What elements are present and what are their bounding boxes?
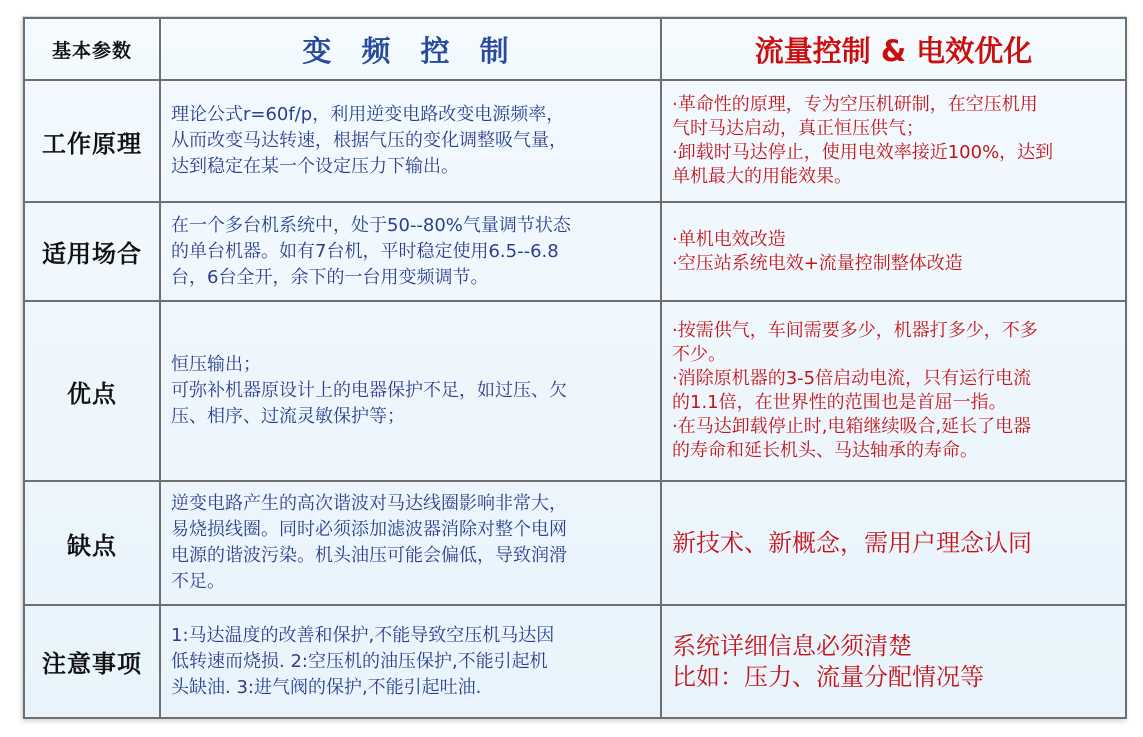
header-flow: 流量控制 & 电效优化 <box>661 18 1126 80</box>
row-label: 缺点 <box>24 481 160 605</box>
text-line: 的1.1倍，在世界性的范围也是首屈一指。 <box>672 392 1007 413</box>
text-line: 气时马达启动，真正恒压供气； <box>672 118 924 139</box>
row-application <box>24 202 1126 301</box>
flow-cell <box>661 605 1126 718</box>
flow-cell <box>661 202 1126 301</box>
vfd-cell <box>160 605 661 718</box>
header-row <box>24 18 1126 80</box>
text-line: ·单机电效改造 <box>672 228 786 250</box>
text-line: 恒压输出； <box>171 354 261 375</box>
header-vfd: 变 频 控 制 <box>160 18 661 80</box>
row-label: 优点 <box>24 301 160 481</box>
row-label: 注意事项 <box>24 605 160 718</box>
text-line: 逆变电路产生的高次谐波对马达线圈影响非常大， <box>171 493 567 514</box>
text-line: 易烧损线圈。同时必须添加滤波器消除对整个电网 <box>171 519 567 540</box>
text-line: 比如：压力、流量分配情况等 <box>672 662 984 691</box>
row-principle <box>24 80 1126 202</box>
vfd-cell <box>160 481 661 605</box>
text-line: 在一个多台机系统中，处于50--80%气量调节状态 <box>171 214 571 236</box>
row-notes <box>24 605 1126 718</box>
text-line: ·消除原机器的3-5倍启动电流，只有运行电流 <box>672 368 1032 389</box>
text-line: 不少。 <box>672 344 726 365</box>
text-line: 达到稳定在某一个设定压力下输出。 <box>171 156 459 177</box>
text-line: 压、相序、过流灵敏保护等； <box>171 406 405 427</box>
comparison-table <box>23 17 1127 719</box>
vfd-cell <box>160 301 661 481</box>
text-line: 的寿命和延长机头、马达轴承的寿命。 <box>672 440 978 461</box>
comparison-table-frame <box>22 16 1126 718</box>
text-line: ·在马达卸载停止时,电箱继续吸合,延长了电器 <box>672 416 1032 437</box>
text-line: 新技术、新概念，需用户理念认同 <box>672 528 1032 557</box>
flow-cell <box>661 301 1126 481</box>
text-line: ·按需供气，车间需要多少，机器打多少，不多 <box>672 320 1038 341</box>
text-line: ·空压站系统电效+流量控制整体改造 <box>672 252 963 274</box>
text-line: 理论公式r=60f/p，利用逆变电路改变电源频率， <box>171 104 565 125</box>
text-line: 从而改变马达转速，根据气压的变化调整吸气量， <box>171 130 567 151</box>
header-param: 基本参数 <box>24 18 160 80</box>
text-line: 不足。 <box>171 571 225 592</box>
text-line: 系统详细信息必须清楚 <box>672 631 912 660</box>
flow-cell <box>661 481 1126 605</box>
text-line: ·革命性的原理，专为空压机研制，在空压机用 <box>672 94 1038 115</box>
text-line: 头缺油. 3:进气阀的保护,不能引起吐油. <box>171 676 482 698</box>
row-advantages <box>24 301 1126 481</box>
text-line: 台，6台全开，余下的一台用变频调节。 <box>171 266 489 288</box>
text-line: 的单台机器。如有7台机，平时稳定使用6.5--6.8 <box>171 240 559 262</box>
text-line: 低转速而烧损. 2:空压机的油压保护,不能引起机 <box>171 650 548 672</box>
row-label: 工作原理 <box>24 80 160 202</box>
text-line: ·卸载时马达停止，使用电效率接近100%，达到 <box>672 142 1054 163</box>
row-label: 适用场合 <box>24 202 160 301</box>
row-disadvantages <box>24 481 1126 605</box>
flow-cell <box>661 80 1126 202</box>
vfd-cell <box>160 80 661 202</box>
text-line: 1:马达温度的改善和保护,不能导致空压机马达因 <box>171 624 555 646</box>
text-line: 电源的谐波污染。机头油压可能会偏低，导致润滑 <box>171 545 567 566</box>
vfd-cell <box>160 202 661 301</box>
text-line: 单机最大的用能效果。 <box>672 166 852 187</box>
text-line: 可弥补机器原设计上的电器保护不足，如过压、欠 <box>171 380 567 401</box>
